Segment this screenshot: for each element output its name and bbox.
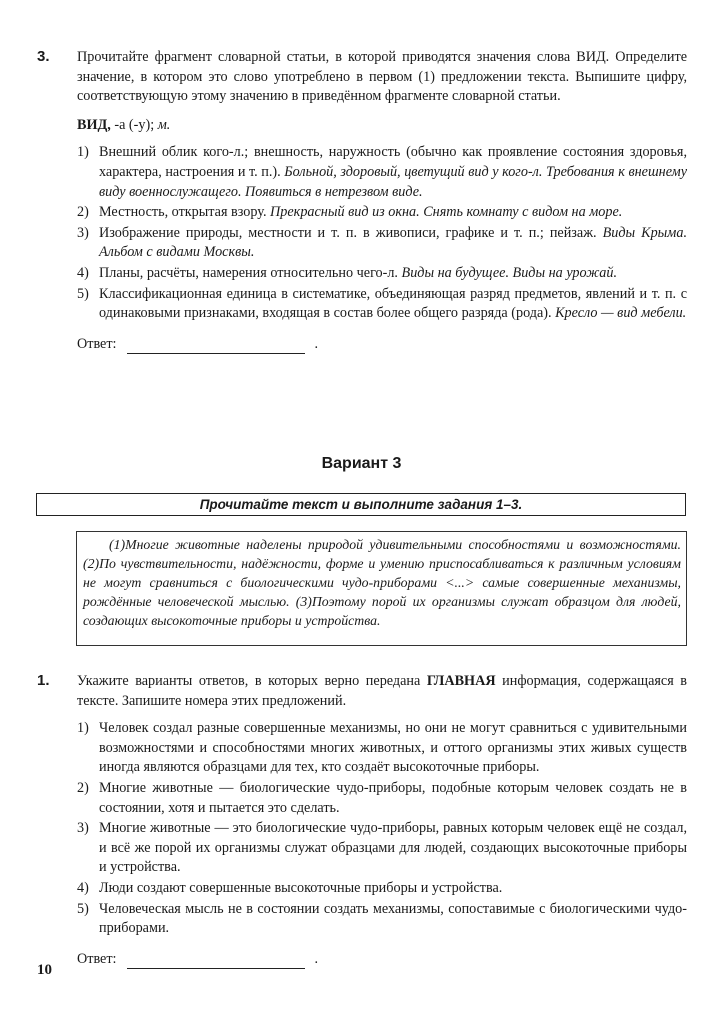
item-number: 1) [77,720,89,737]
definitions-list [77,143,687,323]
definition-item [77,285,687,324]
option-item [77,879,687,899]
option-text: Люди создают совершенные высокоточные приборы и устройства. [99,879,503,896]
option-text: Многие животные — это биологические чудо-приборы, равных которым человек ещё не создал, и всё же порой их организмы служат образцами для людей, создающих высокоточные приборы и устройства. [99,820,687,876]
variant-title: Вариант 3 [321,455,402,472]
statement-text: Укажите варианты ответов, в которых верно передана [77,673,427,689]
definition-example: Кресло — вид мебели. [555,305,687,322]
answer-period: . [314,950,319,967]
item-number: 3) [77,224,89,241]
entry-word: ВИД, [77,116,111,133]
options-list [77,719,687,939]
definition-text: Изображение природы, местности и т. п. в живописи, графике и т. п.; пейзаж. [99,224,603,241]
answer-label: Ответ: [77,950,117,967]
dictionary-entry-head [77,116,687,136]
definition-example: Виды на будущее. Виды на урожай. [401,264,618,281]
option-item [77,779,687,818]
answer-label: Ответ: [77,335,117,352]
task-number: 1. [37,672,50,689]
task-number: 3. [37,48,50,65]
statement-emphasis: ГЛАВНАЯ [426,673,496,689]
answer-period: . [314,335,319,352]
item-number: 5) [77,285,89,302]
answer-field[interactable] [127,954,305,969]
item-number: 2) [77,779,89,796]
task-3 [37,48,687,354]
definition-example: Виды Крыма. Альбом с видами Москвы. [99,224,687,261]
page-number: 10 [37,962,52,978]
item-number: 4) [77,879,89,896]
option-text: Многие животные — биологические чудо-приборы, подобные которым человек создать не в состоянии, хотя и пытается это сделать. [99,779,687,816]
definition-text: Внешний облик кого-л.; внешность, наружность (обычно как проявление состояния здоровья, характера, настроения и т. п.). [99,144,687,180]
instruction-box: Прочитайте текст и выполните задания 1–3. [36,493,686,516]
option-item [77,719,687,778]
option-item [77,900,687,939]
definition-item [77,143,687,202]
answer-row [77,335,687,355]
statement-text: информация, содержащаяся в тексте. Запишите номера этих предложений. [77,673,688,709]
definition-example: Больной, здоровый, цветущий вид у кого-л. Требования к внешнему виду военнослужащего. Появиться в нетрезвом виде. [99,163,687,200]
task-1 [37,672,687,969]
option-text: Человеческая мысль не в состоянии создать механизмы, сопоставимые с биологическими чудо-приборами. [99,900,687,937]
item-number: 3) [77,820,89,837]
answer-row [77,950,687,970]
reading-text-box: (1)Многие животные наделены природой удивительными способностями и возможностями. (2)По чувствительности, надёжности, форме и умению приспосабливаться к различным условиям не могут сравниться с биологическими чудо-приборами <...> самые совершенные механизмы, рождённые человеческой мыслью. (3)Поэтому порой их организмы служат образцом для людей, создающих высокоточные приборы и устройства. [76,531,687,646]
definition-text: Планы, расчёты, намерения относительно чего-л. [99,264,402,281]
item-number: 1) [77,144,89,161]
task-statement: Прочитайте фрагмент словарной статьи, в которой приводятся значения слова ВИД. Определите значение, в котором это слово употреблено в первом (1) предложении текста. Выпишите цифру, соответствующую этому значению в приведённом фрагменте словарной статьи. [77,49,687,105]
definition-item [77,203,687,223]
item-number: 5) [77,900,89,917]
definition-text: Местность, открытая взору. [99,204,271,221]
definition-text: Классификационная единица в систематике, объединяющая разряд предметов, явлений и т. п. с одинаковыми признаками, входящая в состав более общего разряда (рода). [99,285,687,322]
item-number: 4) [77,264,89,281]
entry-gender: м. [157,116,171,133]
option-item [77,819,687,878]
task-statement [77,672,687,711]
entry-grammar: -а (-у); [110,116,158,133]
item-number: 2) [77,204,89,221]
definition-item [77,264,687,284]
answer-field[interactable] [127,339,305,354]
option-text: Человек создал разные совершенные механизмы, но они не могут сравниться с удивительными возможностями и способностями многих животных, и оттого организмы этих живых существ иногда являются образцами для тех, кто создаёт высокоточные приборы. [99,720,687,776]
definition-item [77,224,687,263]
definition-example: Прекрасный вид из окна. Снять комнату с видом на море. [270,204,623,221]
